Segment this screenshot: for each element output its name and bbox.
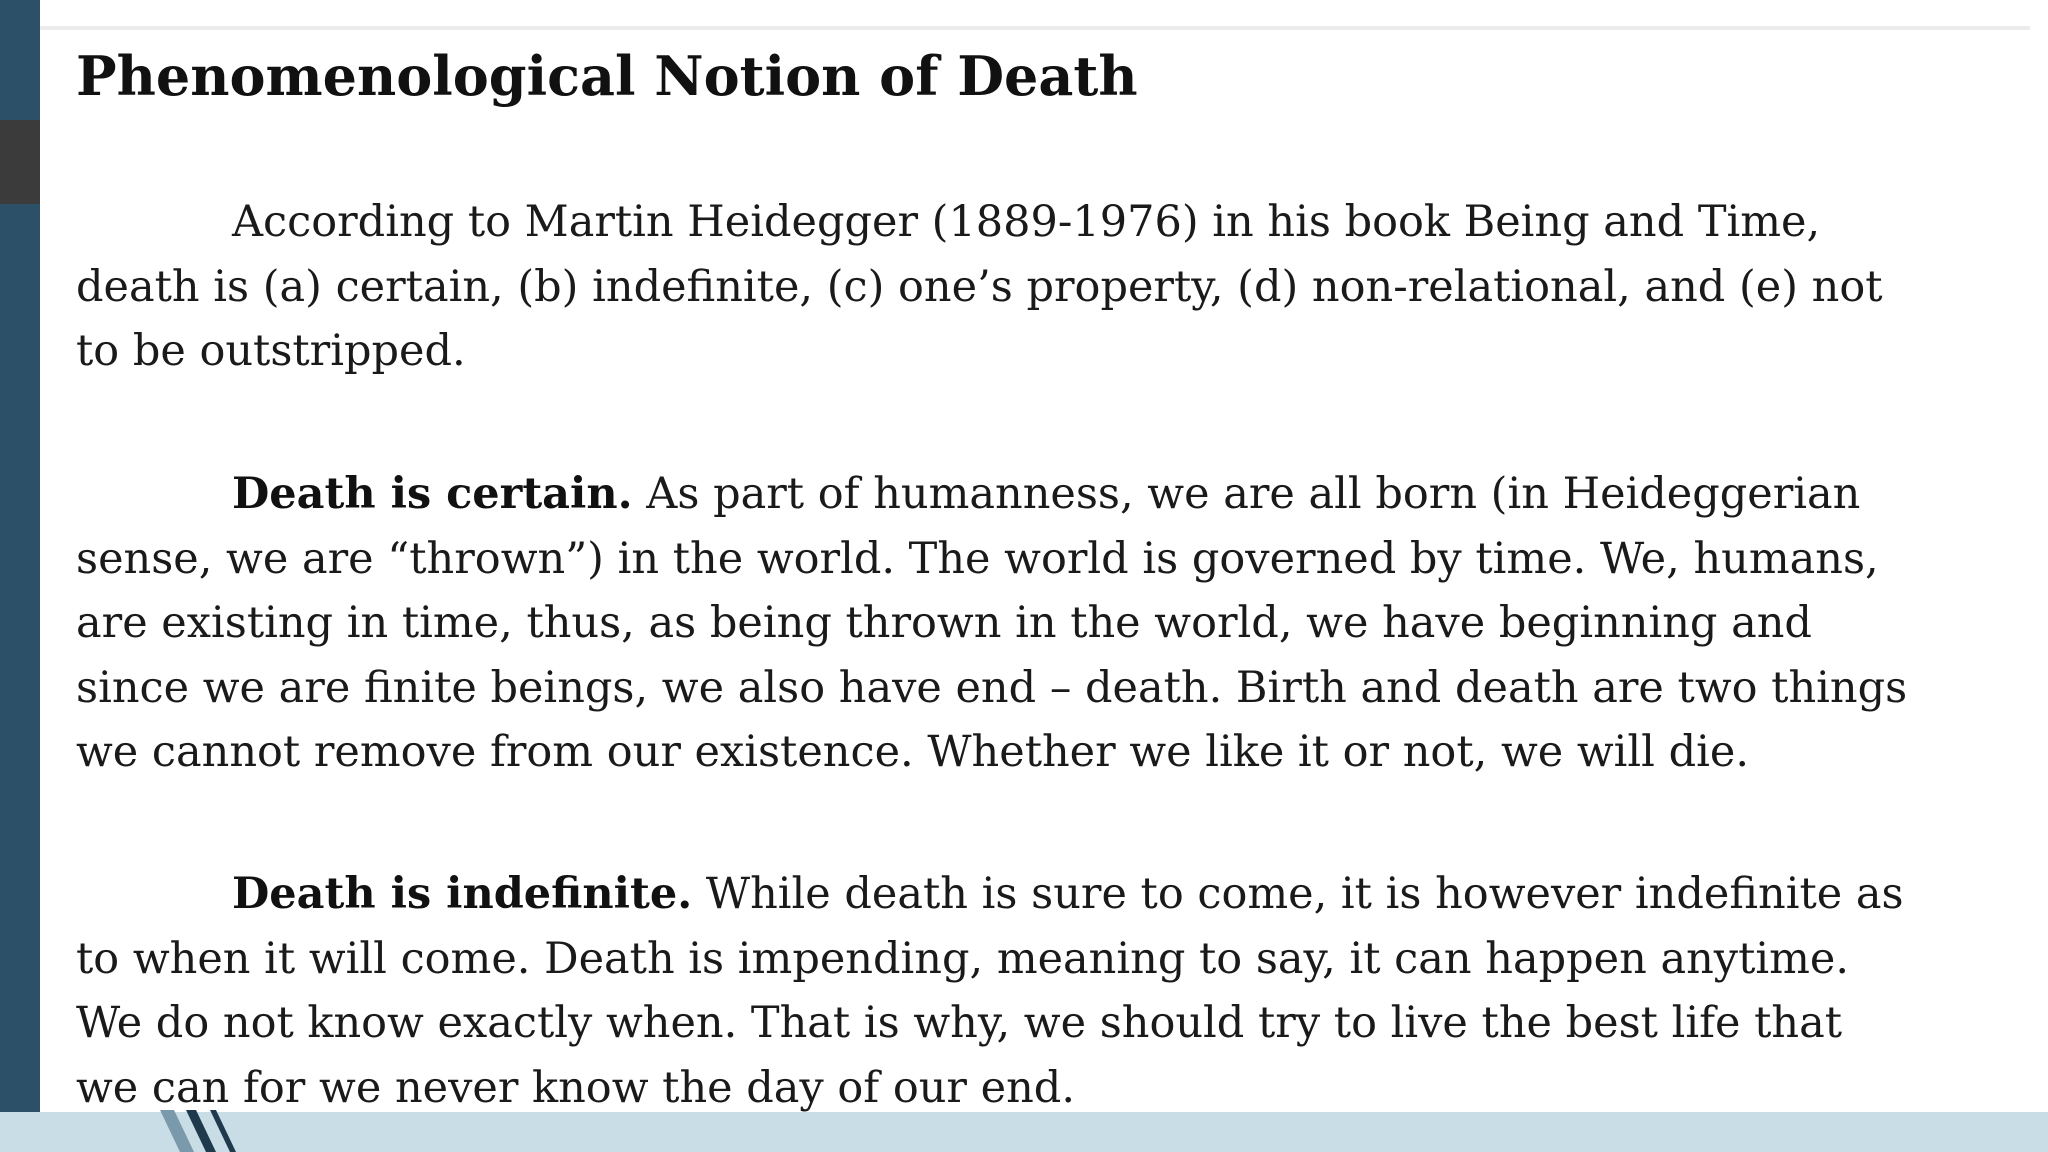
paragraph-intro	[76, 190, 2030, 384]
slide-content	[40, 30, 2030, 1112]
paragraph-death-certain	[76, 462, 2030, 785]
paragraph-death-indefinite	[76, 862, 2030, 1112]
paragraph-death-certain-lead: Death is certain.	[232, 469, 633, 519]
slide-title: Phenomenological Notion of Death	[76, 44, 1138, 108]
paragraph-death-certain-text: As part of humanness, we are all born (in Heideggerian sense, we are “thrown”) in the world. The world is governed by time. We, humans, are existing in time, thus, as being thrown in the world, we have beginning and since we are finite beings, we also have end – death. Birth and death are two things we cannot remove from our existence. Whether we like it or not, we will die.	[76, 469, 1908, 777]
bottom-band	[0, 1112, 2048, 1152]
paragraph-death-indefinite-text: While death is sure to come, it is however indefinite as to when it will come. Death is impending, meaning to say, it can happen anytime. We do not know exactly when. That is why, we should try to live the best life that we can for we never know the day of our end.	[76, 869, 1904, 1112]
paragraph-death-indefinite-lead: Death is indefinite.	[232, 869, 693, 919]
left-accent-tab	[0, 120, 40, 204]
paragraph-intro-text: According to Martin Heidegger (1889-1976) in his book Being and Time, death is (a) certain, (b) indefinite, (c) one’s property, (d) non-relational, and (e) not to be outstripped.	[76, 197, 1883, 376]
decorative-stripes	[150, 1110, 270, 1152]
